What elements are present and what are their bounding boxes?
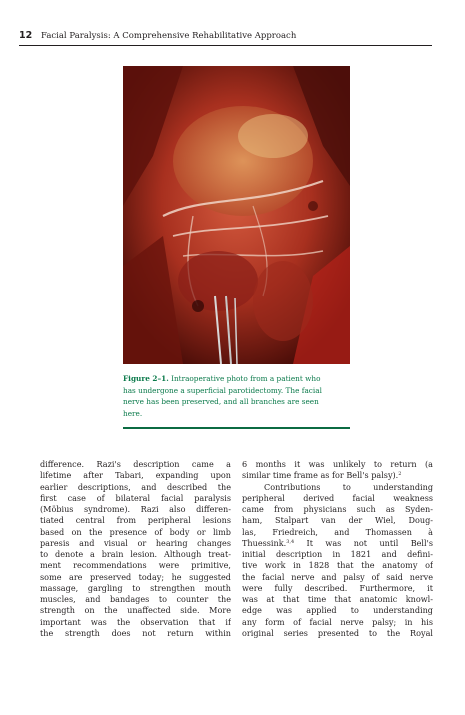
caption-label: Figure 2–1. [123, 374, 169, 383]
text-line: ham, Stalpart van der Wiel, Doug- [242, 515, 433, 526]
right-column [242, 459, 433, 639]
figure-caption [123, 373, 350, 419]
text-line: the facial nerve and palsy of said nerve [242, 571, 433, 582]
caption-line-1: Intraoperative photo from a patient who [171, 374, 321, 383]
text-line: important was the observation that if [40, 616, 231, 627]
text-line-main: similar time frame as for Bell's palsy). [242, 470, 399, 481]
text-line: tiated central from peripheral lesions [40, 515, 231, 526]
text-line: ment recommendations were primitive, [40, 560, 231, 571]
paragraph-first-line: Contributions to understanding [264, 481, 433, 492]
text-line: difference. Razi's description came a [40, 459, 231, 469]
caption-line-3: nerve has been preserved, and all branches are seen [123, 397, 319, 406]
text-line: were fully described. Furthermore, it [242, 582, 433, 593]
text-line [242, 538, 433, 549]
text-line-main: Thuessink. [242, 537, 287, 548]
text-line: las, Friedreich, and Thomassen à [242, 526, 433, 537]
left-column [40, 459, 231, 639]
text-line: paresis and visual or hearing changes [40, 537, 231, 548]
text-line [242, 470, 433, 481]
text-line: any form of facial nerve palsy; in his [242, 616, 433, 627]
text-line: earlier descriptions, and described the [40, 481, 231, 492]
page-number: 12 [19, 30, 33, 41]
text-line: tive work in 1828 that the anatomy of [242, 560, 433, 571]
text-line: came from physicians such as Syden- [242, 504, 433, 514]
caption-line-4: here. [123, 408, 143, 418]
text-line: strength on the unaffected side. More [40, 605, 231, 616]
text-line: initial description in 1821 and defini- [242, 549, 433, 559]
caption-rule [123, 427, 350, 429]
reference-superscript: 2 [398, 471, 402, 478]
text-line: based on the presence of body or limb [40, 526, 231, 537]
text-line: was at that time that anatomic knowl- [242, 594, 433, 604]
text-line: lifetime after Tabari, expanding upon [40, 470, 231, 481]
reference-superscript: 3,4 [286, 538, 295, 545]
text-line: edge was applied to understanding [242, 605, 433, 616]
text-line: peripheral derived facial weakness [242, 492, 433, 503]
text-line: the strength does not return within [40, 627, 231, 638]
text-line: 6 months it was unlikely to return (a [242, 459, 433, 469]
text-line: original series presented to the Royal [242, 627, 433, 638]
text-line: first case of bilateral facial paralysis [40, 492, 231, 503]
running-head: Facial Paralysis: A Comprehensive Rehabilitative Approach [41, 31, 297, 41]
text-line: to denote a brain lesion. Although treat- [40, 549, 231, 559]
text-line: muscles, and bandages to counter the [40, 594, 231, 604]
text-line: (Möbius syndrome). Razi also differen- [40, 504, 231, 514]
text-line: some are preserved today; he suggested [40, 571, 231, 582]
photo-illustration [123, 66, 350, 364]
text-line: massage, gargling to strengthen mouth [40, 582, 231, 593]
text-line-continuation: It was not until Bell's [294, 537, 433, 548]
header-rule [19, 45, 432, 46]
intraoperative-photo [123, 66, 350, 364]
caption-line-2: has undergone a superficial parotidectomy. The facial [123, 385, 322, 395]
